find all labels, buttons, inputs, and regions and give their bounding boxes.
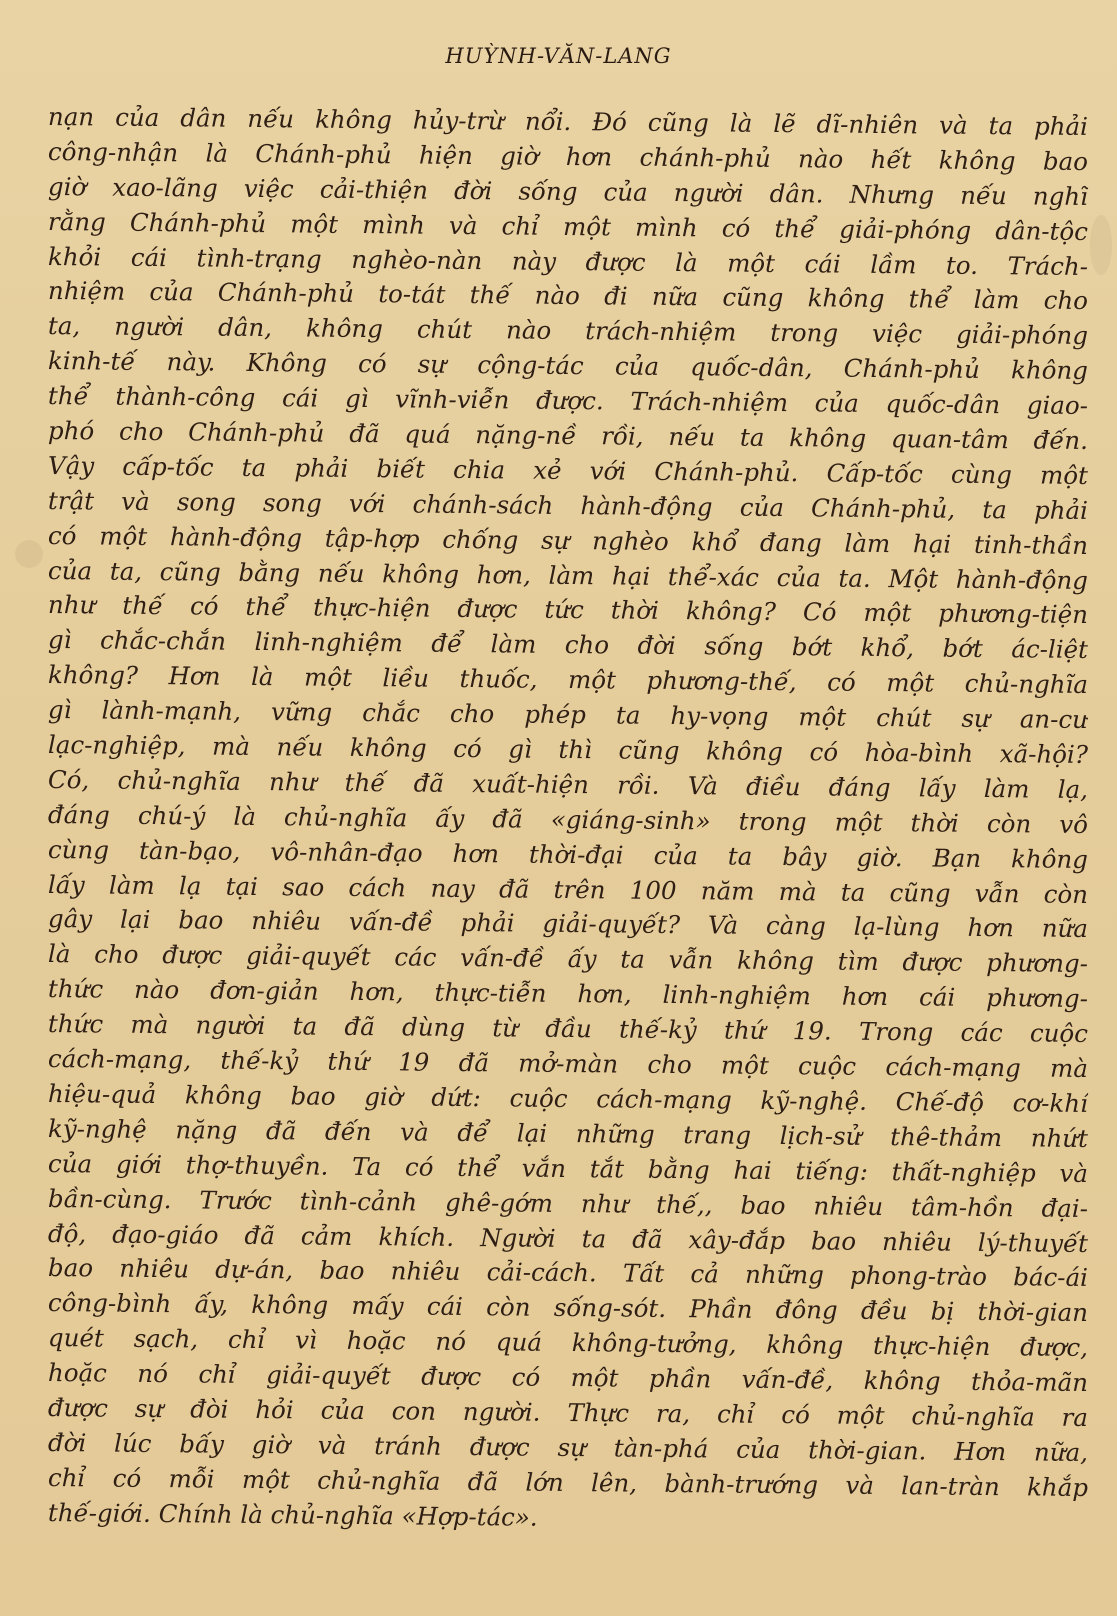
paper-stain bbox=[1090, 215, 1112, 275]
text-line: thể thành-công cái gì vĩnh-viễn được. Trách-nhiệm của quốc-dân giao- bbox=[47, 381, 1089, 421]
text-line: thức mà người ta đã dùng từ đầu thế-kỷ thứ 19. Trong các cuộc bbox=[47, 1009, 1089, 1049]
running-header: HUỲNH-VĂN-LANG bbox=[445, 44, 672, 68]
text-line: rằng Chánh-phủ một mình và chỉ một mình có thể giải-phóng dân-tộc bbox=[47, 206, 1089, 246]
text-line: của ta, cũng bằng nếu không hơn, làm hại thể-xác của ta. Một hành-động bbox=[47, 555, 1089, 595]
text-line: công-nhận là Chánh-phủ hiện giờ hơn chánh-phủ nào hết không bao bbox=[47, 136, 1089, 176]
text-line: kỹ-nghệ nặng đã đến và để lại những trang lịch-sử thê-thảm nhứt bbox=[47, 1113, 1089, 1153]
text-line: như thế có thể thực-hiện được tức thời không? Có một phương-tiện bbox=[47, 590, 1089, 630]
text-line: độ, đạo-giáo đã cảm khích. Người ta đã xây-đắp bao nhiêu lý-thuyết bbox=[47, 1218, 1089, 1258]
text-line: được sự đòi hỏi của con người. Thực ra, chỉ có một chủ-nghĩa ra bbox=[47, 1392, 1089, 1432]
text-line: trật và song song với chánh-sách hành-động của Chánh-phủ, ta phải bbox=[47, 485, 1089, 525]
body-text bbox=[48, 100, 1088, 1531]
text-line: nhiệm của Chánh-phủ to-tát thế nào đi nữa cũng không thể làm cho bbox=[47, 276, 1089, 316]
text-line: gì lành-mạnh, vững chắc cho phép ta hy-vọng một chút sự an-cư bbox=[47, 695, 1089, 735]
text-line: lấy làm lạ tại sao cách nay đã trên 100 năm mà ta cũng vẫn còn bbox=[47, 869, 1089, 909]
text-line: hiệu-quả không bao giờ dứt: cuộc cách-mạng kỹ-nghệ. Chế-độ cơ-khí bbox=[47, 1078, 1089, 1118]
text-line: công-bình ấy, không mấy cái còn sống-sót. Phần đông đều bị thời-gian bbox=[47, 1288, 1089, 1328]
text-line: gây lại bao nhiêu vấn-đề phải giải-quyết? Và càng lạ-lùng hơn nữa bbox=[47, 904, 1089, 944]
text-line: lạc-nghiệp, mà nếu không có gì thì cũng không có hòa-bình xã-hội? bbox=[47, 730, 1089, 770]
text-line: của giới thợ-thuyền. Ta có thể vắn tắt bằng hai tiếng: thất-nghiệp và bbox=[47, 1148, 1089, 1188]
text-line: bao nhiêu dự-án, bao nhiêu cải-cách. Tất cả những phong-trào bác-ái bbox=[47, 1253, 1089, 1293]
text-line: Vậy cấp-tốc ta phải biết chia xẻ với Chánh-phủ. Cấp-tốc cùng một bbox=[47, 450, 1089, 490]
text-line: là cho được giải-quyết các vấn-đề ấy ta vẫn không tìm được phương- bbox=[47, 939, 1089, 979]
text-line: Có, chủ-nghĩa như thế đã xuất-hiện rồi. Và điều đáng lấy làm lạ, bbox=[47, 764, 1089, 804]
text-line: đời lúc bấy giờ và tránh được sự tàn-phá của thời-gian. Hơn nữa, bbox=[47, 1427, 1089, 1467]
text-line: chỉ có mỗi một chủ-nghĩa đã lớn lên, bành-trướng và lan-tràn khắp bbox=[47, 1462, 1089, 1502]
text-line: bần-cùng. Trước tình-cảnh ghê-gớm như thế,, bao nhiêu tâm-hồn đại- bbox=[47, 1183, 1089, 1223]
text-line: thức nào đơn-giản hơn, thực-tiễn hơn, linh-nghiệm hơn cái phương- bbox=[47, 974, 1089, 1014]
text-line: gì chắc-chắn linh-nghiệm để làm cho đời sống bớt khổ, bớt ác-liệt bbox=[47, 625, 1089, 665]
text-line: không? Hơn là một liều thuốc, một phương-thế, có một chủ-nghĩa bbox=[47, 660, 1089, 700]
text-line: ta, người dân, không chút nào trách-nhiệm trong việc giải-phóng bbox=[47, 311, 1089, 351]
text-line: có một hành-động tập-hợp chống sự nghèo khổ đang làm hại tinh-thần bbox=[47, 520, 1089, 560]
text-line: thế-giới. Chính là chủ-nghĩa «Hợp-tác». bbox=[47, 1497, 538, 1532]
text-line: khỏi cái tình-trạng nghèo-nàn này được là một cái lầm to. Trách- bbox=[47, 241, 1089, 281]
paper-stain bbox=[15, 540, 43, 568]
text-line: nạn của dân nếu không hủy-trừ nổi. Đó cũng là lẽ dĩ-nhiên và ta phải bbox=[47, 102, 1089, 141]
text-line: cách-mạng, thế-kỷ thứ 19 đã mở-màn cho một cuộc cách-mạng mà bbox=[47, 1044, 1089, 1084]
text-line: cùng tàn-bạo, vô-nhân-đạo hơn thời-đại của ta bây giờ. Bạn không bbox=[47, 834, 1089, 874]
text-line: hoặc nó chỉ giải-quyết được có một phần vấn-đề, không thỏa-mãn bbox=[47, 1358, 1089, 1398]
text-line: đáng chú-ý là chủ-nghĩa ấy đã «giáng-sinh» trong một thời còn vô bbox=[47, 799, 1089, 839]
text-line: phó cho Chánh-phủ đã quá nặng-nề rồi, nếu ta không quan-tâm đến. bbox=[47, 416, 1089, 455]
text-line: kinh-tế này. Không có sự cộng-tác của quốc-dân, Chánh-phủ không bbox=[47, 346, 1089, 386]
text-line: giờ xao-lãng việc cải-thiện đời sống của người dân. Nhưng nếu nghĩ bbox=[47, 171, 1089, 211]
text-line: quét sạch, chỉ vì hoặc nó quá không-tưởng, không thực-hiện được, bbox=[47, 1323, 1089, 1363]
